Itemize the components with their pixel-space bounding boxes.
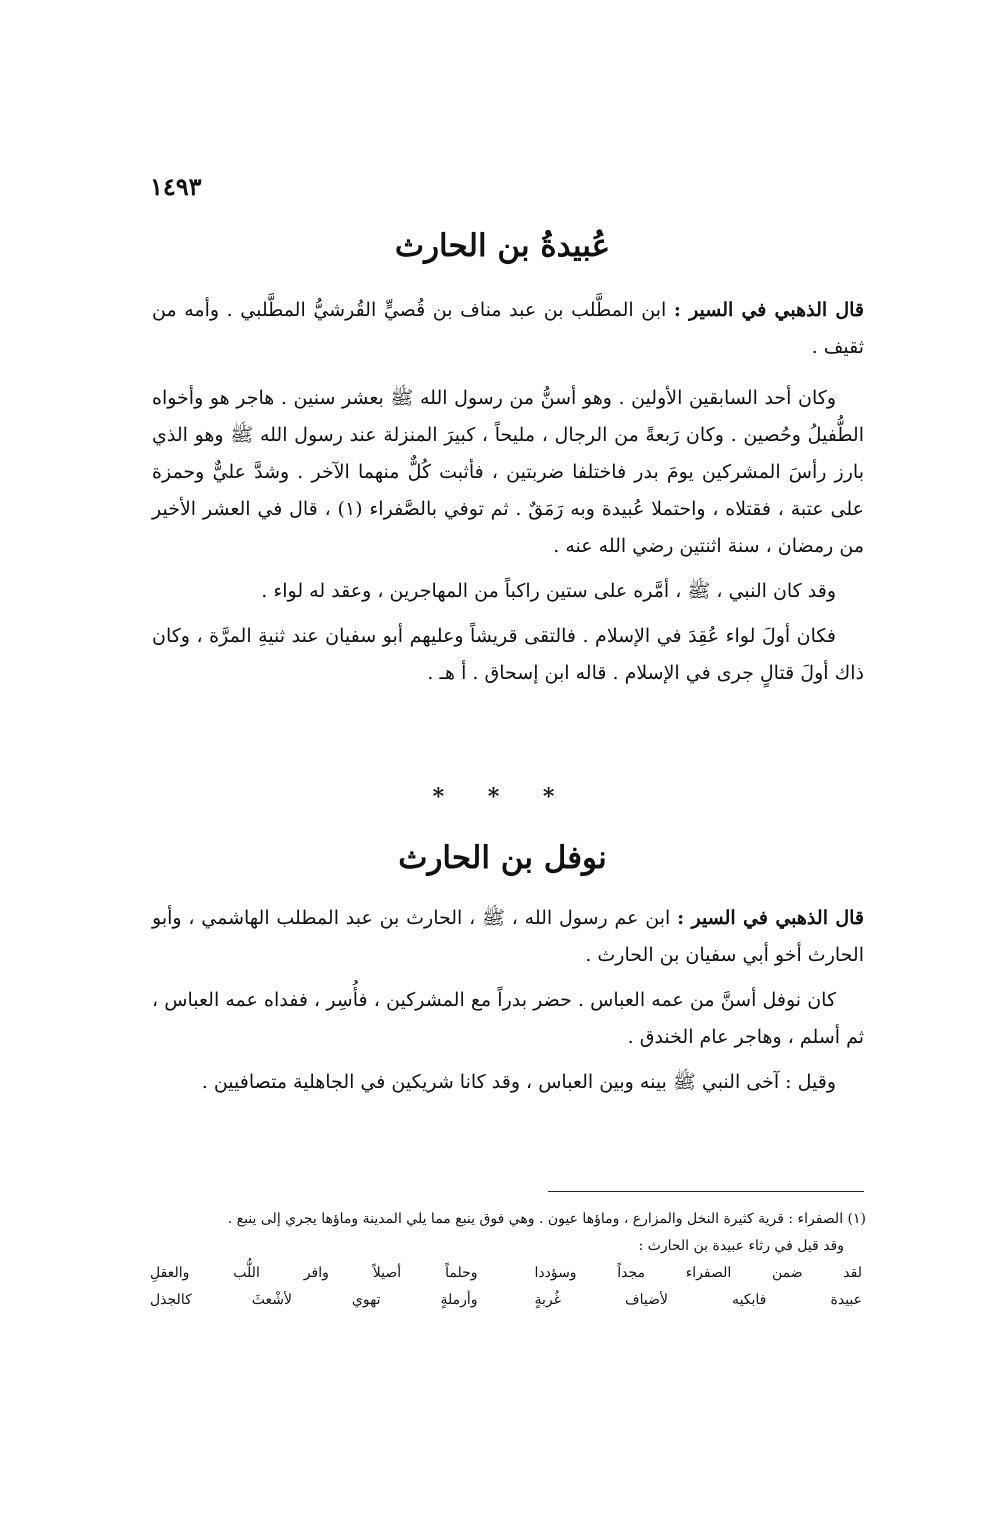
poem-verse bbox=[150, 1260, 866, 1287]
paragraph: وقيل : آخى النبي ﷺ بينه وبين العباس ، وقد كانا شريكين في الجاهلية متصافيين . bbox=[201, 1071, 836, 1093]
verse-hemistich: وأرملةٍ تهوي لأشْعثَ كالجذل bbox=[150, 1292, 478, 1308]
paragraph bbox=[152, 900, 864, 974]
verse-hemistich: عبيدة فابكيه لأضياف غُربةٍ bbox=[534, 1292, 862, 1308]
poem-verse bbox=[150, 1287, 866, 1314]
paragraph: كان نوفل أسنَّ من عمه العباس . حضر بدراً مع المشركين ، فأُسِر ، ففداه عمه العباس ، ثم أسلم ، وهاجر عام الخندق . bbox=[152, 989, 864, 1048]
paragraph: فكان أولَ لواء عُقِدَ في الإسلام . فالتقى قريشاً وعليهم أبو سفيان عند ثنيةِ المرَّة ، وكان ذاك أولَ قتالٍ جرى في الإسلام . قاله ابن إسحاق . أ هـ . bbox=[152, 625, 864, 684]
paragraph-text: ابن عم رسول الله ، ﷺ ، الحارث بن عبد المطلب الهاشمي ، وأبو الحارث أخو أبي سفيان بن الحارث . bbox=[152, 907, 864, 966]
paragraph bbox=[152, 292, 864, 366]
footnotes bbox=[150, 1206, 866, 1314]
verse-hemistich: لقد ضمن الصفراء مجداً وسؤددا bbox=[534, 1265, 862, 1281]
section-title-nawfal: نوفل بن الحارث bbox=[398, 840, 607, 876]
section-body-nawfal bbox=[152, 900, 864, 1101]
verse-hemistich: وحلماً أصيلاً وافر اللُّب والعقلِ bbox=[150, 1265, 478, 1281]
footnote: وقد قيل في رثاء عبيدة بن الحارث : bbox=[638, 1238, 844, 1254]
paragraph: وقد كان النبي ، ﷺ ، أمَّره على ستين راكباً من المهاجرين ، وعقد له لواء . bbox=[261, 580, 836, 602]
section-title-ubaydah: عُبيدةُ بن الحارث bbox=[394, 228, 611, 264]
page-number: ١٤٩٣ bbox=[150, 172, 202, 201]
section-body-ubaydah bbox=[152, 292, 864, 692]
footnote-rule bbox=[548, 1191, 864, 1192]
paragraph: وكان أحد السابقين الأولين . وهو أسنُّ من رسول الله ﷺ بعشر سنين . هاجر هو وأخواه الطُّفيلُ وحُصين . وكان رَبعةً من الرجال ، مليحاً ، كبيرَ المنزلة عند رسول الله ﷺ وهو الذي بارز رأسَ المشركين يومَ بدر فاختلفا ضربتين ، فأثبت كُلٌّ منهما الآخر . وشدَّ عليٌّ وحمزة على عتبة ، فقتلاه ، واحتملا عُبيدة وبه رَمَقٌ . ثم توفي بالصَّفراء (١) ، قال في العشر الأخير من رمضان ، سنة اثنتين رضي الله عنه . bbox=[152, 387, 864, 557]
section-separator: * * * bbox=[432, 784, 573, 810]
paragraph-lead: قال الذهبي في السير : bbox=[677, 907, 865, 929]
footnote: (١) الصفراء : قرية كثيرة النخل والمزارع ، وماؤها عيون . وهي فوق ينبع مما يلي المدينة وماؤها يجري إلى ينبع . bbox=[227, 1211, 866, 1227]
paragraph-lead: قال الذهبي في السير : bbox=[673, 299, 864, 321]
paragraph-text: ابن المطَّلب بن عبد مناف بن قُصيٍّ القُرشيُّ المطَّلبي . وأمه من ثقيف . bbox=[152, 299, 864, 358]
